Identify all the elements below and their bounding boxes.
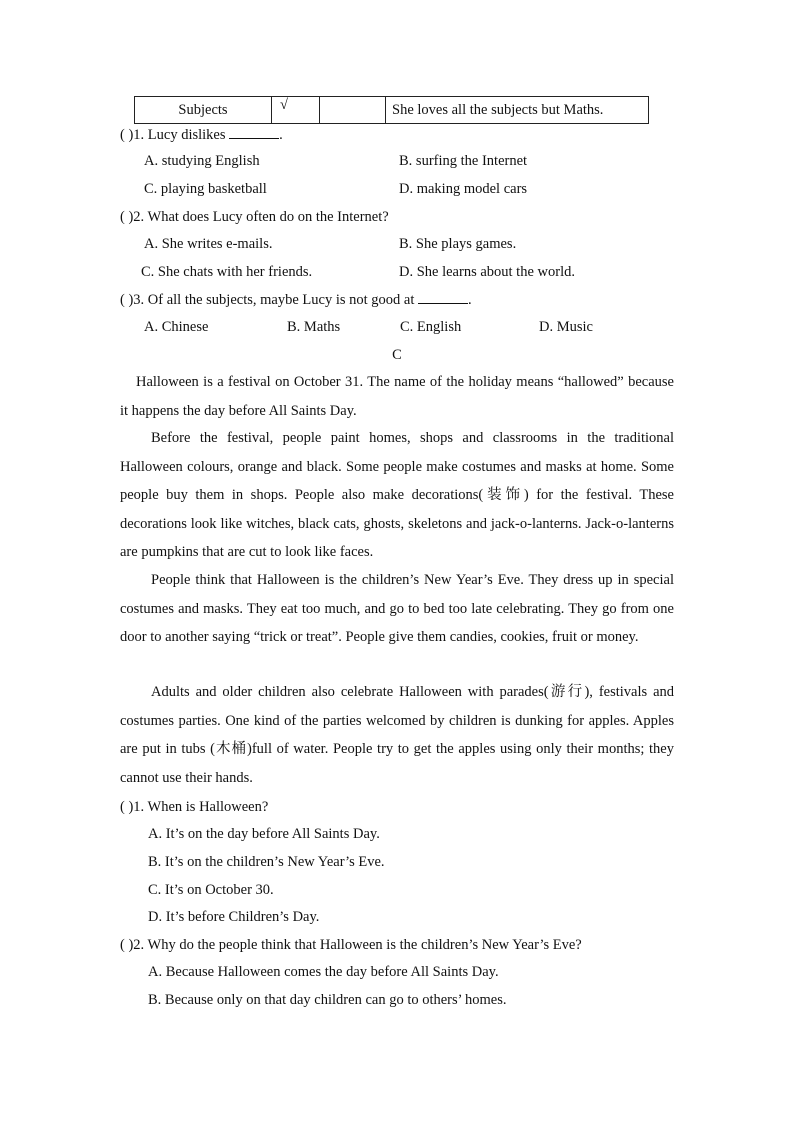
- answer-blank: [418, 291, 468, 304]
- q1-option-b: B. surfing the Internet: [399, 153, 528, 169]
- passage-paragraph-3: People think that Halloween is the children’s New Year’s Eve. They dress up in special costumes and masks. They eat too much, and go to bed too late celebrating. They go from one door to another saying “trick or treat”. People give them candies, cookies, fruit or money.: [120, 572, 674, 646]
- passage-paragraph-4: Adults and older children also celebrate Halloween with parades(游行), festivals and costumes parties. One kind of the parties welcomed by children is dunking for apples. Apples are put in tubs (木桶)full of water. People try to get the apples using only their months; they cannot use their hands.: [120, 684, 674, 786]
- question-3: ( )3. Of all the subjects, maybe Lucy is not good at .: [120, 292, 472, 308]
- table-row: [135, 97, 649, 124]
- question-2: ( )2. What does Lucy often do on the Internet?: [120, 209, 389, 225]
- c-question-1: ( )1. When is Halloween?: [120, 799, 269, 815]
- cq2-option-a: A. Because Halloween comes the day before All Saints Day.: [148, 964, 499, 980]
- cq2-option-b: B. Because only on that day children can go to others’ homes.: [148, 992, 507, 1008]
- q2-option-a: A. She writes e-mails.: [144, 236, 273, 252]
- section-c-heading: C: [392, 347, 402, 363]
- cq1-option-b: B. It’s on the children’s New Year’s Eve.: [148, 854, 385, 870]
- subjects-table: [134, 96, 649, 124]
- q1-option-d: D. making model cars: [399, 181, 528, 197]
- cq1-option-a: A. It’s on the day before All Saints Day.: [148, 826, 380, 842]
- answer-blank: [229, 126, 279, 139]
- question-1-stem: ( )1. Lucy dislikes: [120, 127, 226, 143]
- q3-option-b: B. Maths: [287, 319, 341, 335]
- q1-option-c: C. playing basketball: [144, 181, 267, 197]
- q3-option-d: D. Music: [539, 319, 593, 335]
- table-cell-empty: [320, 97, 386, 124]
- table-cell-comment: She loves all the subjects but Maths.: [386, 97, 649, 124]
- q2-option-d: D. She learns about the world.: [399, 264, 575, 280]
- question-1: ( )1. Lucy dislikes .: [120, 127, 283, 143]
- q3-option-c: C. English: [400, 319, 462, 335]
- question-3-stem: ( )3. Of all the subjects, maybe Lucy is not good at: [120, 292, 415, 308]
- cq1-option-c: C. It’s on October 30.: [148, 882, 274, 898]
- table-cell-check: √: [272, 97, 320, 124]
- passage-paragraph-1: Halloween is a festival on October 31. The name of the holiday means “hallowed” because it happens the day before All Saints Day.: [120, 374, 674, 419]
- q3-option-a: A. Chinese: [144, 319, 209, 335]
- table-cell-subject: Subjects: [135, 97, 272, 124]
- q1-option-a: A. studying English: [144, 153, 260, 169]
- q2-option-c: C. She chats with her friends.: [141, 264, 313, 280]
- cq1-option-d: D. It’s before Children’s Day.: [148, 909, 320, 925]
- c-question-2: ( )2. Why do the people think that Halloween is the children’s New Year’s Eve?: [120, 937, 582, 953]
- q2-option-b: B. She plays games.: [399, 236, 517, 252]
- passage-paragraph-2: Before the festival, people paint homes, shops and classrooms in the traditional Halloween colours, orange and black. Some people make costumes and masks at home. Some people buy them in shops. People also make decorations(装饰) for the festival. These decorations look like witches, black cats, ghosts, skeletons and jack-o-lanterns. Jack-o-lanterns are pumpkins that are cut to look like faces.: [120, 430, 674, 561]
